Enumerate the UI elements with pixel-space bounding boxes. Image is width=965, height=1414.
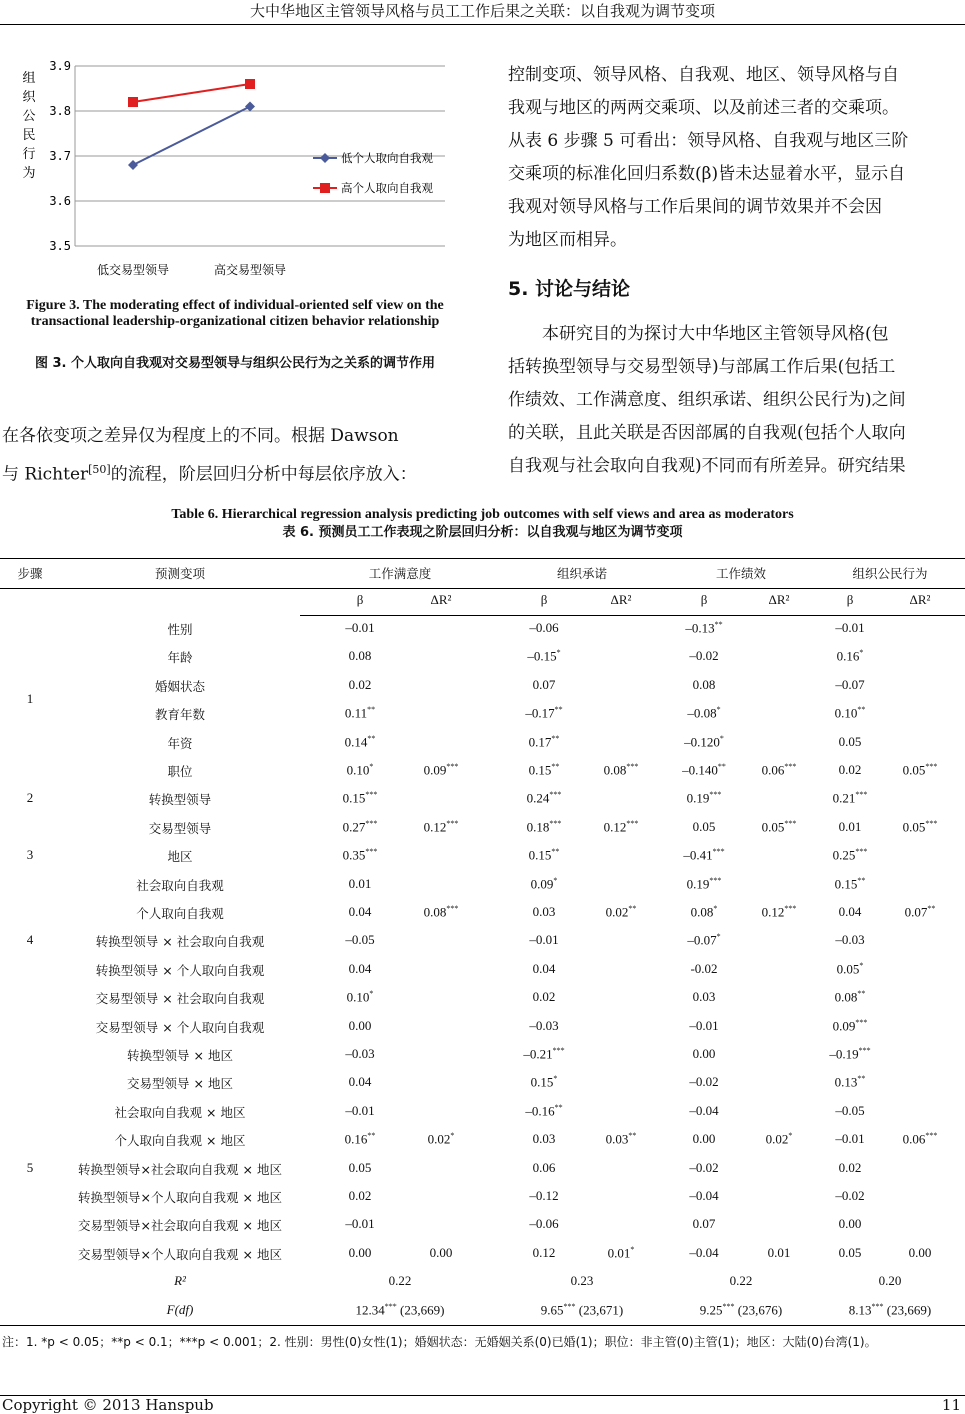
- predictor-label: 转换型领导: [148, 792, 212, 808]
- text-line: 为地区而相异。: [508, 230, 627, 250]
- table-cell: 0.00: [348, 1244, 372, 1260]
- table-cell: 0.06***: [902, 1131, 938, 1147]
- figure-caption-zh: 图 3. 个人取向自我观对交易型领导与组织公民行为之关系的调节作用: [34, 356, 436, 371]
- table-cell: 0.02: [838, 1159, 862, 1175]
- sub-header: ΔR²: [768, 592, 790, 607]
- table-cell: 0.04: [838, 904, 862, 919]
- table-cell: –0.02: [689, 1159, 719, 1175]
- predictor-label: 性别: [167, 622, 193, 637]
- table-cell: -0.02: [690, 960, 718, 976]
- table-cell: –0.17**: [525, 705, 563, 721]
- predictor-label: 个人取向自我观 × 地区: [114, 1133, 246, 1149]
- table-cell: 0.03**: [605, 1131, 637, 1147]
- table-cell: 0.25***: [832, 847, 868, 863]
- table-cell: 0.02*: [765, 1131, 793, 1147]
- section-paragraph: [508, 318, 965, 483]
- table-cell: 0.10*: [346, 762, 374, 778]
- right-paragraph: [508, 59, 965, 257]
- legend-label: 高个人取向自我观: [341, 181, 433, 195]
- step-number: 1: [26, 691, 34, 707]
- table-cell: 0.04: [348, 1074, 372, 1090]
- text-line: 我观对领导风格与工作后果间的调节效果并不会因: [508, 197, 882, 217]
- predictor-label: 职位: [167, 764, 193, 779]
- table-cell: 0.01: [838, 818, 862, 834]
- y-tick-label: 3.6: [49, 194, 71, 208]
- table-cell: –0.13**: [685, 620, 723, 636]
- citation: [50]: [88, 463, 111, 476]
- table-cell: 0.06: [532, 1159, 556, 1175]
- table-cell: –0.140**: [682, 762, 726, 778]
- text-line: 我观与地区的两两交乘项、以及前述三者的交乘项。: [508, 98, 899, 118]
- column-header: 工作满意度: [368, 566, 432, 581]
- f-label: F(df): [166, 1301, 194, 1317]
- figure-3-chart: [0, 50, 470, 290]
- table-cell: 0.12***: [423, 818, 459, 835]
- table-cell: 0.05: [692, 818, 716, 834]
- table-cell: 0.00: [348, 1017, 372, 1033]
- running-head: 大中华地区主管领导风格与员工工作后果之关联：以自我观为调节变项: [249, 2, 715, 20]
- table-cell: 0.07: [692, 1216, 716, 1232]
- table-cell: 0.21***: [832, 790, 868, 806]
- left-paragraph: [2, 420, 462, 492]
- table-cell: 0.12: [532, 1244, 556, 1260]
- table-cell: –0.05: [835, 1102, 865, 1118]
- r2-value: 0.22: [729, 1273, 753, 1289]
- text-line: 括转换型领导与交易型领导)与部属工作后果(包括工: [508, 357, 896, 377]
- table-cell: 0.00: [908, 1244, 932, 1260]
- r2-value: 0.22: [388, 1273, 412, 1289]
- x-tick-label: 低交易型领导: [96, 263, 170, 277]
- data-point-square: [128, 97, 138, 107]
- step-number: 2: [26, 790, 34, 806]
- predictor-label: 教育年数: [154, 707, 206, 723]
- table-cell: 0.01: [348, 875, 372, 891]
- table-rule: [0, 1325, 965, 1326]
- sub-header: β: [356, 592, 364, 607]
- table-cell: –0.12: [529, 1188, 559, 1203]
- table-cell: 0.01: [767, 1244, 791, 1260]
- data-point-diamond: [128, 160, 138, 170]
- predictor-label: 转换型领导 × 地区: [127, 1048, 233, 1063]
- predictor-label: 年资: [167, 735, 193, 751]
- sub-header: ΔR²: [909, 592, 931, 607]
- table-cell: –0.04: [689, 1244, 719, 1260]
- table-cell: –0.01: [835, 620, 865, 635]
- table-rule: [0, 588, 965, 589]
- column-header: 组织承诺: [556, 566, 608, 581]
- table-cell: 0.06***: [761, 762, 797, 778]
- text-line: 本研究目的为探讨大中华地区主管领导风格(包: [542, 324, 889, 344]
- r2-label: R²: [174, 1273, 186, 1289]
- predictor-label: 地区: [167, 849, 193, 865]
- table-rule: [0, 558, 965, 559]
- table-cell: –0.15*: [527, 648, 561, 664]
- table-cell: –0.16**: [525, 1102, 563, 1119]
- table-cell: –0.41***: [683, 847, 725, 863]
- table-cell: –0.19***: [829, 1046, 871, 1062]
- table-cell: 0.08***: [423, 904, 459, 920]
- table-cell: –0.01: [345, 620, 375, 635]
- table-cell: –0.04: [689, 1188, 719, 1203]
- table-cell: 0.16**: [344, 1131, 376, 1147]
- table-cell: 0.05: [838, 733, 862, 749]
- table-cell: 0.00: [692, 1131, 716, 1147]
- text-line: 在各依变项之差异仅为程度上的不同。根据 Dawson: [2, 426, 399, 446]
- page-number: 11: [941, 1396, 961, 1414]
- legend-marker: [320, 183, 330, 193]
- sub-header: β: [540, 592, 548, 607]
- y-tick-label: 3.9: [49, 59, 71, 73]
- predictor-label: 转换型领导 × 社会取向自我观: [95, 934, 265, 950]
- predictor-label: 社会取向自我观: [136, 877, 224, 893]
- predictor-label: 年龄: [167, 650, 193, 666]
- column-header: 步骤: [17, 566, 43, 581]
- table-cell: –0.01: [345, 1216, 375, 1232]
- table-cell: 0.02: [838, 762, 862, 777]
- table-cell: 0.05*: [836, 960, 864, 977]
- table-cell: –0.08*: [687, 705, 721, 721]
- table-cell: 0.15**: [528, 847, 560, 863]
- table-cell: 0.11**: [344, 705, 376, 721]
- step-number: 4: [26, 932, 34, 948]
- sub-header: β: [846, 592, 854, 607]
- text-line: 自我观与社会取向自我观)不同而有所差异。研究结果: [508, 456, 906, 476]
- table-cell: 0.35***: [342, 847, 378, 863]
- data-point-diamond: [245, 102, 255, 112]
- predictor-label: 社会取向自我观 × 地区: [114, 1104, 246, 1120]
- f-value: 12.34*** (23,669): [355, 1301, 445, 1317]
- y-tick-label: 3.7: [49, 149, 71, 163]
- table-cell: 0.18***: [526, 818, 562, 835]
- table-cell: 0.09***: [423, 762, 459, 778]
- table-cell: 0.02: [532, 989, 556, 1005]
- table-cell: 0.05***: [902, 762, 938, 778]
- predictor-label: 交易型领导×社会取向自我观 × 地区: [78, 1218, 282, 1234]
- predictor-label: 交易型领导 × 地区: [127, 1076, 233, 1092]
- table-cell: –0.06: [529, 1216, 559, 1232]
- y-tick-label: 3.8: [49, 104, 71, 118]
- table-cell: 0.24***: [526, 790, 562, 806]
- table-cell: 0.08***: [603, 762, 639, 778]
- table-cell: –0.02: [689, 648, 719, 664]
- table-cell: 0.10*: [346, 989, 374, 1005]
- table-cell: 0.19***: [686, 875, 722, 891]
- table-cell: 0.04: [348, 904, 372, 919]
- legend-label: 低个人取向自我观: [341, 151, 433, 165]
- y-axis-label: 民: [22, 128, 36, 143]
- table-cell: 0.07: [532, 676, 556, 692]
- table-cell: 0.15***: [342, 790, 378, 806]
- text-line: 的流程，阶层回归分析中每层依序放入：: [110, 464, 417, 485]
- table-cell: 0.03: [532, 1131, 556, 1147]
- table-cell: 0.08**: [834, 989, 866, 1005]
- table-cell: 0.05***: [902, 818, 938, 835]
- table-cell: 0.15*: [530, 1074, 558, 1090]
- table-cell: –0.07: [835, 676, 865, 692]
- data-point-square: [245, 79, 255, 89]
- f-value: 9.65*** (23,671): [540, 1301, 624, 1317]
- table-cell: –0.07*: [687, 932, 721, 948]
- table-cell: –0.02: [835, 1188, 865, 1203]
- predictor-label: 交易型领导: [148, 820, 212, 836]
- legend-marker: [320, 153, 330, 163]
- sub-header: ΔR²: [430, 592, 452, 607]
- predictor-label: 转换型领导×社会取向自我观 × 地区: [78, 1161, 282, 1177]
- figure-caption-en: Figure 3. The moderating effect of individual-oriented self view on the transactional leadership-organizational citizen behavior relationship: [26, 298, 444, 329]
- table-cell: 0.15**: [834, 875, 866, 891]
- y-axis-label: 公: [22, 109, 36, 124]
- table-cell: –0.01: [345, 1102, 375, 1118]
- text-line: 的关联，且此关联是否因部属的自我观(包括个人取向: [508, 423, 906, 443]
- sub-header: ΔR²: [610, 592, 632, 607]
- predictor-label: 交易型领导 × 个人取向自我观: [95, 1019, 265, 1035]
- r2-value: 0.23: [570, 1273, 594, 1289]
- predictor-label: 转换型领导 × 个人取向自我观: [95, 962, 265, 978]
- text-line: 与 Richter: [2, 464, 89, 485]
- table-cell: 0.08*: [690, 904, 718, 920]
- sub-header: β: [700, 592, 708, 607]
- table-cell: –0.03: [835, 932, 865, 948]
- series-line: [133, 84, 250, 102]
- table-cell: 0.08: [692, 676, 716, 692]
- table-cell: –0.120*: [684, 733, 724, 749]
- step-number: 3: [26, 847, 34, 863]
- table-cell: 0.17**: [528, 733, 560, 749]
- table-cell: –0.03: [345, 1046, 375, 1061]
- table-cell: 0.14**: [344, 733, 376, 749]
- table-cell: 0.04: [532, 960, 556, 976]
- column-header: 组织公民行为: [852, 566, 928, 581]
- predictor-label: 转换型领导×个人取向自我观 × 地区: [78, 1190, 282, 1205]
- table-cell: 0.04: [348, 960, 372, 976]
- table-cell: 0.27***: [342, 818, 378, 835]
- text-line: 从表 6 步骤 5 可看出：领导风格、自我观与地区三阶: [508, 131, 909, 151]
- copyright: Copyright © 2013 Hanspub: [2, 1396, 214, 1414]
- y-axis-label: 为: [22, 166, 36, 181]
- table-caption-en: Table 6. Hierarchical regression analysis predicting job outcomes with self views and area as moderators: [171, 507, 794, 522]
- table-cell: 0.12***: [603, 818, 639, 835]
- table-cell: –0.03: [529, 1017, 559, 1033]
- table-cell: 0.09***: [832, 1017, 868, 1033]
- table-cell: 0.09*: [530, 875, 558, 891]
- x-tick-label: 高交易型领导: [213, 263, 287, 277]
- section-heading: 5. 讨论与结论: [508, 278, 631, 300]
- table-cell: 0.08: [348, 648, 372, 664]
- table-cell: 0.00: [692, 1046, 716, 1061]
- predictor-label: 个人取向自我观: [136, 906, 224, 921]
- table-cell: –0.05: [345, 932, 375, 948]
- column-header: 预测变项: [154, 566, 206, 581]
- table-cell: –0.01: [529, 932, 559, 948]
- table-cell: 0.02: [348, 1188, 372, 1203]
- text-line: 控制变项、领导风格、自我观、地区、领导风格与自: [508, 65, 899, 85]
- table-cell: 0.05: [838, 1244, 862, 1260]
- table-note: 注：1. *p < 0.05；**p < 0.1；***p < 0.001；2. 性别：男性(0)女性(1)；婚姻状态：无婚姻关系(0)已婚(1)；职位：非主管(0)主管(1)；地区：大陆(0)台湾(1)。: [2, 1335, 877, 1349]
- table-cell: 0.19***: [686, 790, 722, 806]
- table-cell: 0.02: [348, 676, 372, 692]
- table-cell: 0.02*: [427, 1131, 455, 1147]
- table-cell: –0.21***: [523, 1046, 565, 1062]
- table-cell: 0.16*: [836, 648, 864, 664]
- table-cell: 0.03: [532, 904, 556, 919]
- table-cell: 0.01*: [607, 1244, 635, 1261]
- y-axis-label: 行: [22, 147, 36, 162]
- y-tick-label: 3.5: [49, 239, 71, 253]
- table-rule: [300, 615, 965, 616]
- table-cell: 0.05***: [761, 818, 797, 835]
- step-number: 5: [26, 1159, 34, 1175]
- table-cell: 0.12***: [761, 904, 797, 920]
- table-cell: 0.07**: [904, 904, 936, 920]
- f-value: 9.25*** (23,676): [699, 1301, 783, 1317]
- text-line: 作绩效、工作满意度、组织承诺、组织公民行为)之间: [508, 390, 906, 410]
- column-header: 工作绩效: [715, 566, 767, 581]
- table-cell: 0.00: [838, 1216, 862, 1232]
- y-axis-label: 组: [22, 71, 36, 86]
- table-cell: 0.15**: [528, 762, 560, 778]
- table-cell: 0.00: [429, 1244, 453, 1260]
- predictor-label: 婚姻状态: [154, 678, 206, 694]
- header-rule: [0, 24, 965, 25]
- r2-value: 0.20: [878, 1273, 902, 1289]
- table-cell: –0.01: [689, 1017, 719, 1033]
- table-cell: 0.03: [692, 989, 716, 1005]
- f-value: 8.13*** (23,669): [848, 1301, 932, 1317]
- predictor-label: 交易型领导 × 社会取向自我观: [95, 991, 265, 1007]
- table-cell: –0.01: [835, 1131, 865, 1147]
- table-cell: 0.05: [348, 1159, 372, 1175]
- y-axis-label: 织: [22, 90, 36, 105]
- table-caption-zh: 表 6. 预测员工工作表现之阶层回归分析：以自我观与地区为调节变项: [282, 525, 683, 540]
- table-cell: 0.02**: [605, 904, 637, 920]
- text-line: 交乘项的标准化回归系数(β)皆未达显着水平，显示自: [508, 164, 906, 184]
- predictor-label: 交易型领导×个人取向自我观 × 地区: [78, 1246, 282, 1262]
- table-cell: –0.06: [529, 620, 559, 635]
- table-cell: 0.10**: [834, 705, 866, 721]
- table-cell: –0.04: [689, 1102, 719, 1118]
- table-cell: –0.02: [689, 1074, 719, 1090]
- table-cell: 0.13**: [834, 1074, 866, 1090]
